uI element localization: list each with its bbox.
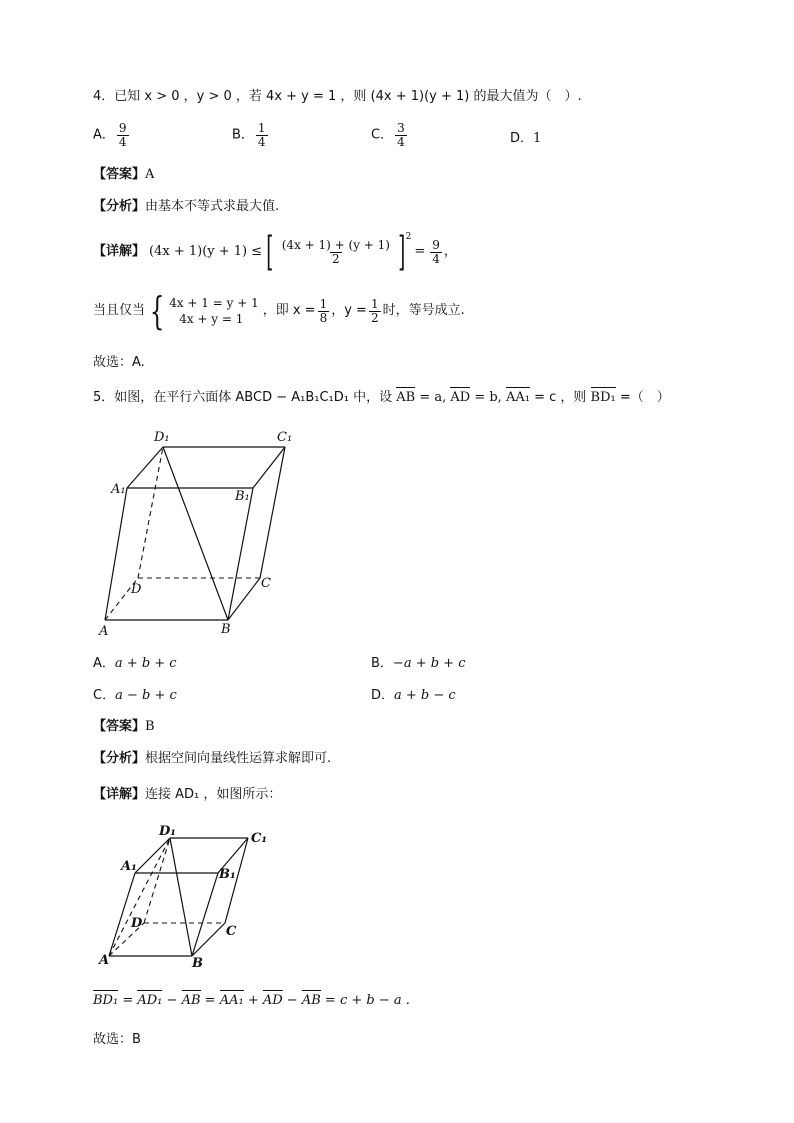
- q4-option-c-frac: $\frac{3}{4}$: [397, 121, 405, 149]
- label-c1: C₁: [277, 430, 293, 445]
- q4-option-b: B． $\frac{1}{4}$: [232, 121, 266, 149]
- label-c: C: [261, 576, 271, 591]
- label-d1: D₁: [159, 824, 176, 839]
- q4-option-a-frac: $\frac{9}{4}$: [118, 121, 127, 149]
- q4-option-c: C． $\frac{3}{4}$: [371, 121, 405, 149]
- q5-equation: BD₁ = AD₁ − AB = AA₁ + AD − AB = c + b − a .: [93, 993, 410, 1008]
- q4-option-a: A． $\frac{9}{4}$: [93, 121, 127, 149]
- q5-answer: 【答案】B: [93, 719, 155, 734]
- label-d1: D₁: [154, 430, 170, 445]
- q4-option-d: D．1: [510, 131, 542, 146]
- label-a1: A₁: [111, 482, 126, 497]
- label-b: B: [192, 956, 203, 971]
- q4-option-b-frac: $\frac{1}{4}$: [257, 121, 266, 149]
- label-c: C: [226, 924, 237, 939]
- label-a1: A₁: [121, 859, 137, 874]
- label-b1: B₁: [235, 489, 250, 504]
- label-b1: B₁: [219, 867, 236, 882]
- q4-x-value: $\frac{1}{8}$: [319, 296, 328, 325]
- parallelepiped-figure: [95, 425, 315, 640]
- label-b: B: [221, 622, 231, 637]
- q5-analysis: 【分析】根据空间向量线性运算求解即可.: [93, 751, 332, 766]
- q4-condition-system: 4x + 1 = y + 1 4x + y = 1: [169, 295, 259, 326]
- q5-option-b: B．−a + b + c: [371, 656, 466, 671]
- q5-option-a: A．a + b + c: [93, 656, 177, 671]
- q4-detail: 【详解】 (4x + 1)(y + 1) ≤ [ $\frac{(4x + 1) + (y + 1)}{2}$ ] $^2$ = $\frac{9}{4}$ ，: [93, 229, 457, 275]
- q4-analysis: 【分析】由基本不等式求最大值.: [93, 199, 280, 214]
- q4-answer: 【答案】A: [93, 167, 155, 182]
- parallelepiped-figure-detail: [98, 825, 278, 975]
- label-a: A: [99, 624, 109, 639]
- q4-detail-result: $\frac{9}{4}$: [432, 237, 440, 266]
- q4-choose: 故选：A.: [93, 355, 145, 370]
- q4-detail-frac: $\frac{(4x + 1) + (y + 1)}{2}$: [281, 237, 390, 266]
- q5-option-d: D．a + b − c: [371, 688, 456, 703]
- q5-detail: 【详解】连接 AD₁ ，如图所示：: [93, 787, 282, 802]
- q5-option-c: C．a − b + c: [93, 688, 177, 703]
- q4-condition: 当且仅当 { 4x + 1 = y + 1 4x + y = 1 ，即 x = $\frac{1}{8}$ ，y = $\frac{1}{2}$ 时，等号成立.: [93, 289, 465, 333]
- label-d: D: [131, 582, 142, 597]
- label-c1: C₁: [251, 831, 268, 846]
- label-a: A: [99, 953, 110, 968]
- q4-stem: 4．已知 x > 0 ，y > 0 ，若 4x + y = 1 ，则 (4x + 1)(y + 1) 的最大值为（ ）.: [93, 89, 582, 104]
- q5-stem: 5．如图，在平行六面体 ABCD − A₁B₁C₁D₁ 中，设 AB = a, AD = b, AA₁ = c ，则 BD₁ =（ ）: [93, 390, 670, 405]
- q5-choose: 故选：B: [93, 1032, 141, 1047]
- label-d: D: [131, 916, 143, 931]
- q4-y-value: $\frac{1}{2}$: [370, 296, 379, 325]
